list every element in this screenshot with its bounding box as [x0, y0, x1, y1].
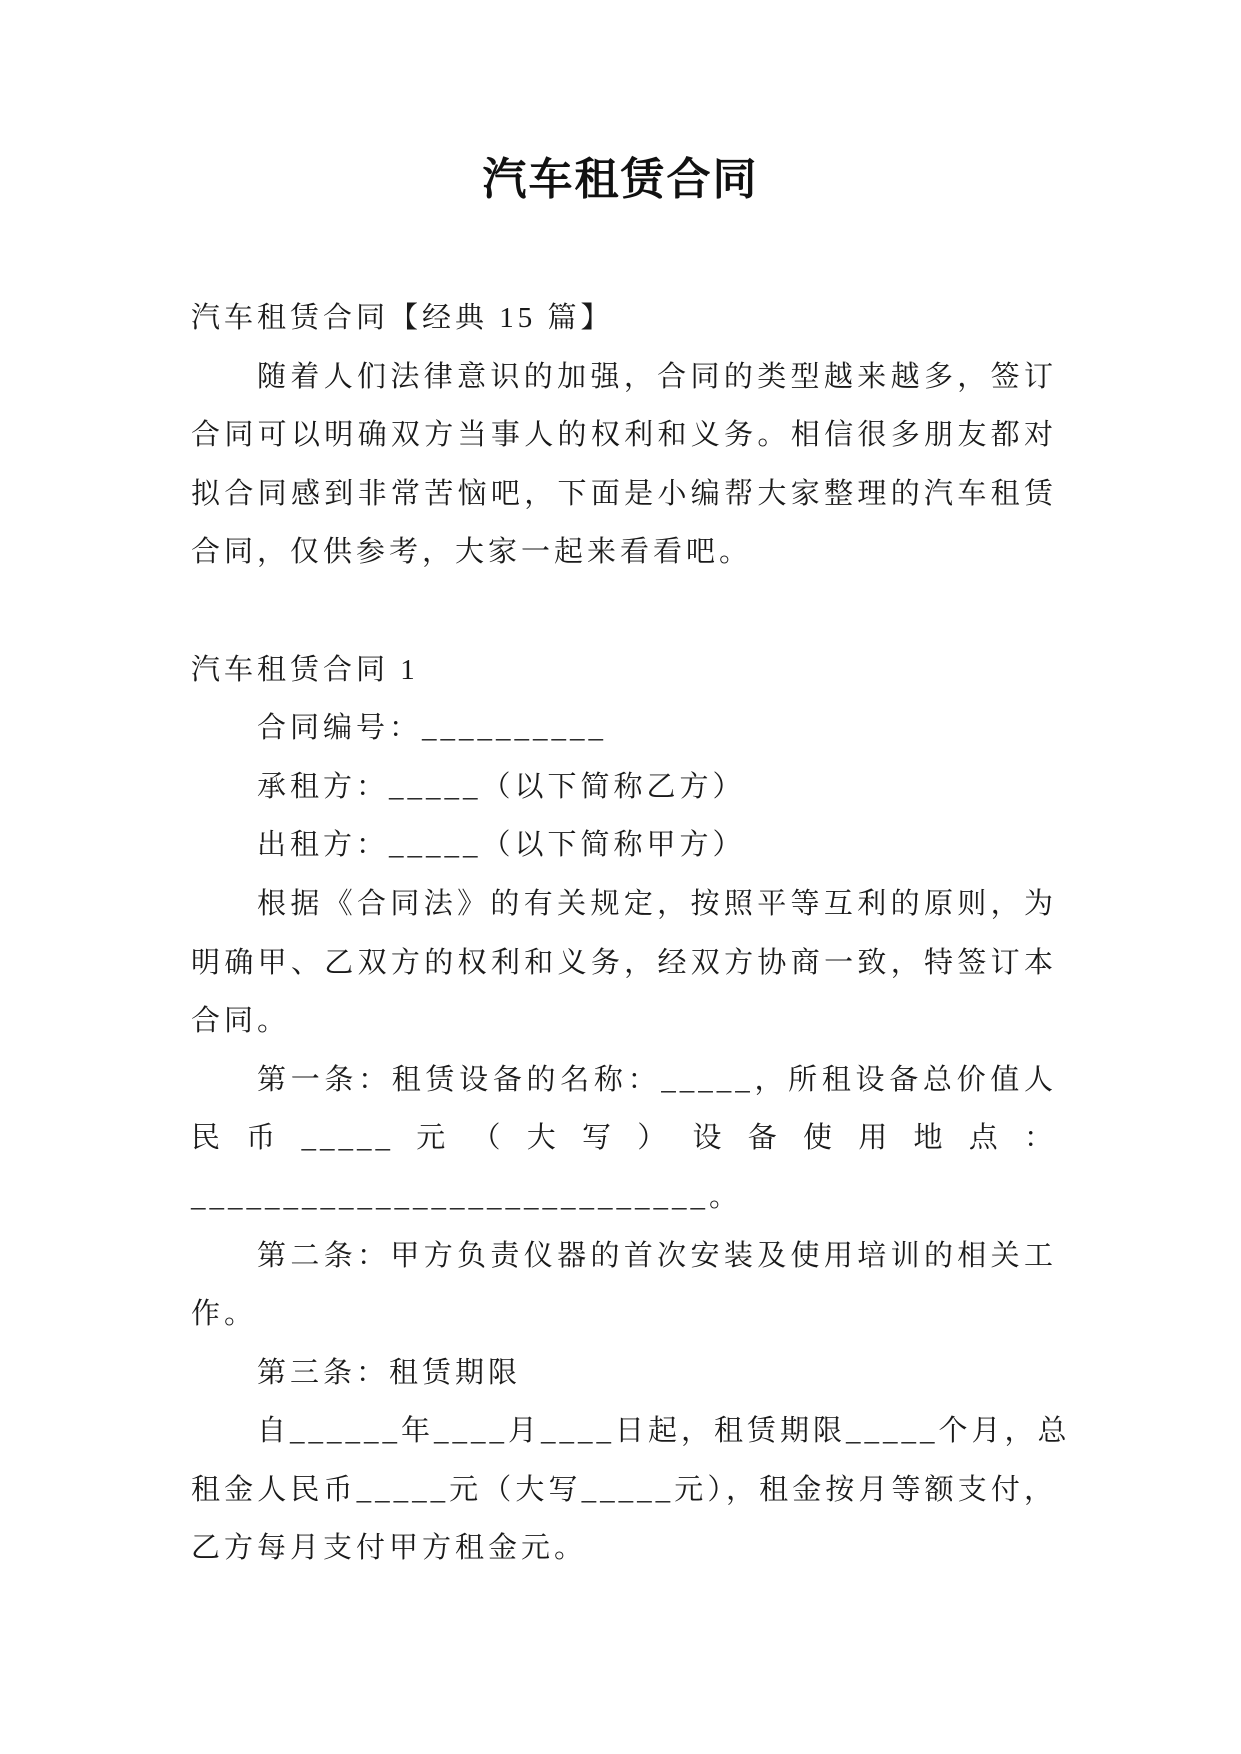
- article-2-line: 作。: [191, 1298, 258, 1331]
- article-3-heading: 第三条：租赁期限: [257, 1356, 522, 1389]
- article-3-terms-line: 自______年____月____日起，租赁期限_____个月，总: [257, 1415, 1071, 1448]
- section-heading: 汽车租赁合同 1: [191, 653, 419, 686]
- intro-line: 合同可以明确双方当事人的权利和义务。相信很多朋友都对: [191, 419, 1057, 452]
- intro-line: 拟合同感到非常苦恼吧，下面是小编帮大家整理的汽车租赁: [191, 477, 1057, 510]
- preamble-paragraph: [191, 875, 1057, 1051]
- article-3-terms-line: 乙方每月支付甲方租金元。: [191, 1532, 588, 1565]
- article-1-line: 第一条：租赁设备的名称：_____，所租设备总价值人: [257, 1063, 1057, 1096]
- article-1-line: 民币_____元（大写）设备使用地点：: [191, 1122, 1057, 1155]
- preamble-line: 合同。: [191, 1005, 291, 1038]
- article-2-paragraph: [191, 1227, 1057, 1344]
- lessee-line: 承租方：_____（以下简称乙方）: [257, 770, 746, 803]
- document-body: [191, 289, 1071, 1578]
- article-2-line: 第二条：甲方负责仪器的首次安装及使用培训的相关工: [257, 1239, 1057, 1272]
- intro-line: 随着人们法律意识的加强，合同的类型越来越多，签订: [257, 360, 1057, 393]
- article-1-paragraph: [191, 1051, 1057, 1227]
- article-3-terms-paragraph: [191, 1402, 1071, 1578]
- intro-line: 合同，仅供参考，大家一起来看看吧。: [191, 536, 753, 569]
- document-subtitle: 汽车租赁合同【经典 15 篇】: [191, 302, 614, 334]
- intro-paragraph: [191, 348, 1057, 582]
- preamble-line: 明确甲、乙双方的权利和义务，经双方协商一致，特签订本: [191, 946, 1057, 979]
- article-3-terms-line: 租金人民币_____元（大写_____元），租金按月等额支付，: [191, 1473, 1057, 1506]
- article-1-line: ____________________________。: [191, 1180, 743, 1213]
- preamble-line: 根据《合同法》的有关规定，按照平等互利的原则，为: [257, 887, 1057, 920]
- contract-number-line: 合同编号：__________: [257, 712, 608, 745]
- page-title: 汽车租赁合同: [482, 155, 759, 204]
- lessor-line: 出租方：_____（以下简称甲方）: [257, 829, 746, 862]
- spacer: [191, 582, 1057, 641]
